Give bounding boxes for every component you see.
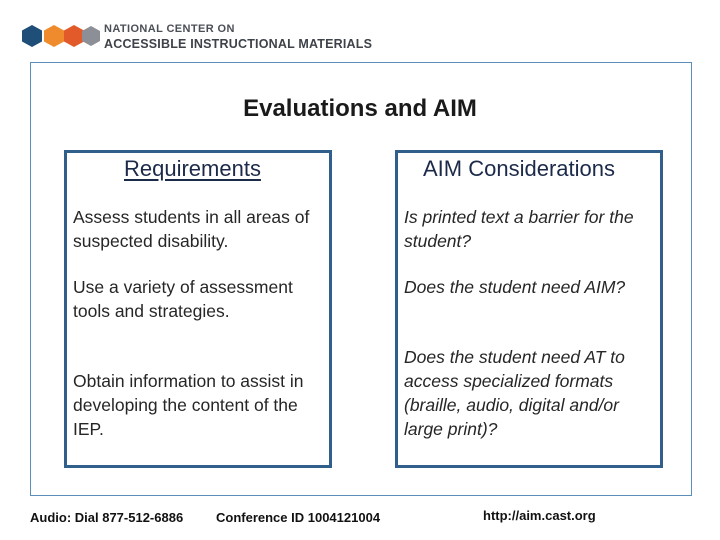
- logo-hexagon-marks-icon: [22, 20, 100, 54]
- website-url: http://aim.cast.org: [483, 508, 596, 523]
- audio-dial-info: Audio: Dial 877-512-6886: [30, 510, 184, 525]
- aim-considerations-heading: AIM Considerations: [423, 156, 615, 181]
- requirement-item: Assess students in all areas of suspected disability.: [73, 207, 310, 251]
- logo-hexagon-red-icon: [64, 25, 84, 47]
- logo-line-1: NATIONAL CENTER ON: [104, 22, 235, 35]
- logo-hexagon-blue-icon: [22, 25, 42, 47]
- slide-title: Evaluations and AIM: [243, 95, 477, 122]
- logo-line-2: ACCESSIBLE INSTRUCTIONAL MATERIALS: [104, 36, 373, 51]
- aim-consideration-item: Is printed text a barrier for the student?: [404, 207, 634, 251]
- logo-hexagon-orange-icon: [44, 25, 64, 47]
- logo-hexagon-gray-icon: [82, 26, 100, 46]
- logo-text: [104, 24, 372, 51]
- aim-consideration-item: Does the student need AT to access specialized formats (braille, audio, digital and/or large print)?: [404, 347, 625, 439]
- conference-id: Conference ID 1004121004: [216, 510, 381, 525]
- requirements-heading: Requirements: [124, 156, 261, 181]
- requirement-item: Obtain information to assist in developing the content of the IEP.: [73, 371, 304, 439]
- requirement-item: Use a variety of assessment tools and strategies.: [73, 277, 293, 321]
- aim-consideration-item: Does the student need AIM?: [404, 277, 626, 297]
- ncaim-logo: [22, 20, 372, 54]
